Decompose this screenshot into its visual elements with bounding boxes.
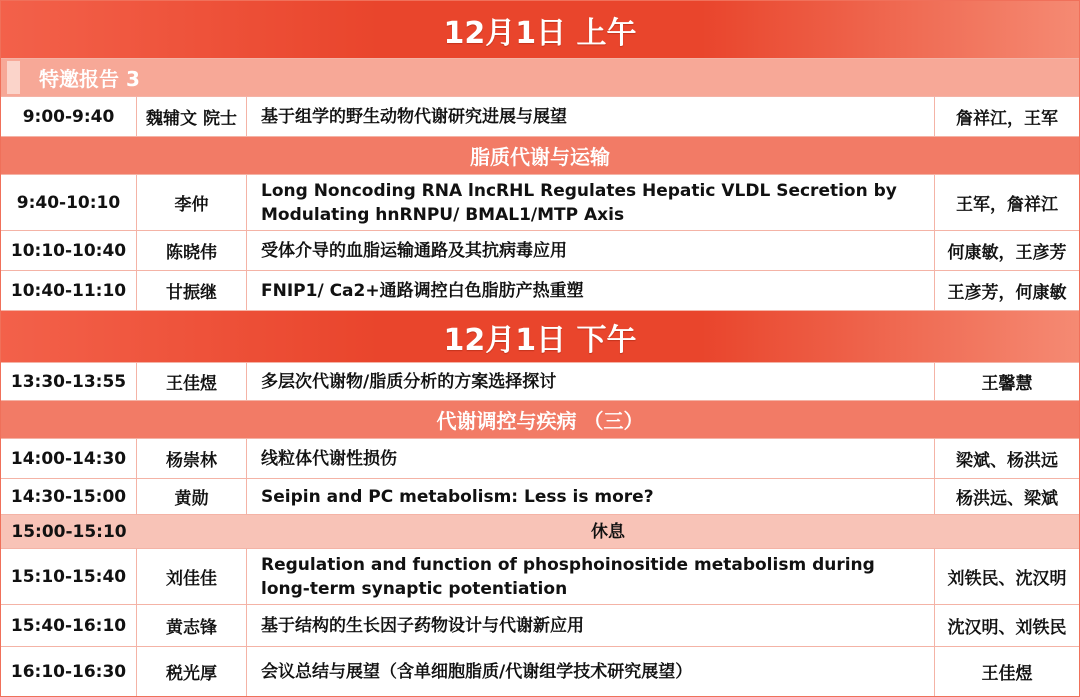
table-row [1, 363, 1079, 401]
table-row [1, 605, 1079, 647]
session-accent-bar [7, 61, 20, 94]
chair-cell: 王军，詹祥江 [956, 195, 1058, 215]
chair-cell: 王彦芳，何康敏 [947, 283, 1067, 303]
table-row [1, 439, 1079, 479]
speaker-cell: 李仲 [137, 175, 247, 230]
topic-header-text: 脂质代谢与运输 [470, 145, 610, 169]
session-label-special [1, 59, 1079, 97]
time-cell: 9:40-10:10 [1, 175, 137, 230]
title-cell: 基于结构的生长因子药物设计与代谢新应用 [247, 605, 935, 646]
speaker-cell: 黄志锋 [137, 605, 247, 646]
speaker-cell: 杨崇林 [137, 439, 247, 478]
title-line-2: long-term synaptic potentiation [261, 578, 568, 599]
chair-cell: 刘铁民、沈汉明 [947, 569, 1067, 589]
day-header-am [1, 1, 1079, 59]
title-cell: 会议总结与展望（含单细胞脂质/代谢组学技术研究展望） [247, 647, 935, 696]
table-row [1, 647, 1079, 696]
time-cell: 13:30-13:55 [1, 363, 137, 400]
time-cell: 14:30-15:00 [1, 479, 137, 514]
day-header-am-text: 12月1日 上午 [443, 15, 637, 51]
time-cell: 10:40-11:10 [1, 271, 137, 310]
chair-cell: 沈汉明、刘铁民 [947, 618, 1067, 638]
table-row [1, 479, 1079, 515]
break-label: 休息 [591, 521, 625, 542]
topic-header-2 [1, 401, 1079, 439]
chair-cell: 杨洪远、梁斌 [956, 489, 1058, 509]
chair-cell: 何康敏，王彦芳 [947, 243, 1067, 263]
chair-cell: 王佳煜 [981, 664, 1033, 684]
title-line-1: Regulation and function of phosphoinositide metabolism during [261, 554, 875, 575]
title-line-1: Long Noncoding RNA lncRHL Regulates Hepatic VLDL Secretion by [261, 180, 897, 201]
title-cell: 基于组学的野生动物代谢研究进展与展望 [247, 97, 935, 136]
title-cell: Seipin and PC metabolism: Less is more? [247, 479, 935, 514]
speaker-cell: 刘佳佳 [137, 549, 247, 604]
speaker-cell: 黄勋 [137, 479, 247, 514]
speaker-cell: 魏辅文 院士 [137, 97, 247, 136]
day-header-pm [1, 311, 1079, 363]
time-cell: 14:00-14:30 [1, 439, 137, 478]
title-cell: 线粒体代谢性损伤 [247, 439, 935, 478]
speaker-cell: 陈晓伟 [137, 231, 247, 270]
title-cell [247, 549, 935, 604]
title-cell [247, 175, 935, 230]
topic-header-1 [1, 137, 1079, 175]
break-row [1, 515, 1079, 549]
table-row [1, 175, 1079, 231]
speaker-cell: 甘振继 [137, 271, 247, 310]
time-cell: 9:00-9:40 [1, 97, 137, 136]
time-cell: 10:10-10:40 [1, 231, 137, 270]
table-row [1, 97, 1079, 137]
break-time-cell: 15:00-15:10 [11, 521, 127, 542]
speaker-cell: 王佳煜 [137, 363, 247, 400]
chair-cell: 詹祥江，王军 [956, 109, 1058, 129]
time-cell: 15:10-15:40 [1, 549, 137, 604]
topic-header-text: 代谢调控与疾病 （三） [436, 409, 644, 433]
speaker-cell: 税光厚 [137, 647, 247, 696]
time-cell: 16:10-16:30 [1, 647, 137, 696]
table-row [1, 271, 1079, 311]
title-line-2: Modulating hnRNPU/ BMAL1/MTP Axis [261, 204, 625, 225]
session-label-text: 特邀报告 3 [39, 67, 140, 91]
table-row [1, 549, 1079, 605]
chair-cell: 梁斌、杨洪远 [956, 451, 1058, 471]
title-cell: FNIP1/ Ca2+通路调控白色脂肪产热重塑 [247, 271, 935, 310]
title-cell: 多层次代谢物/脂质分析的方案选择探讨 [247, 363, 935, 400]
chair-cell: 王馨慧 [981, 374, 1033, 394]
time-cell: 15:40-16:10 [1, 605, 137, 646]
title-cell: 受体介导的血脂运输通路及其抗病毒应用 [247, 231, 935, 270]
day-header-pm-text: 12月1日 下午 [443, 322, 637, 358]
table-row [1, 231, 1079, 271]
